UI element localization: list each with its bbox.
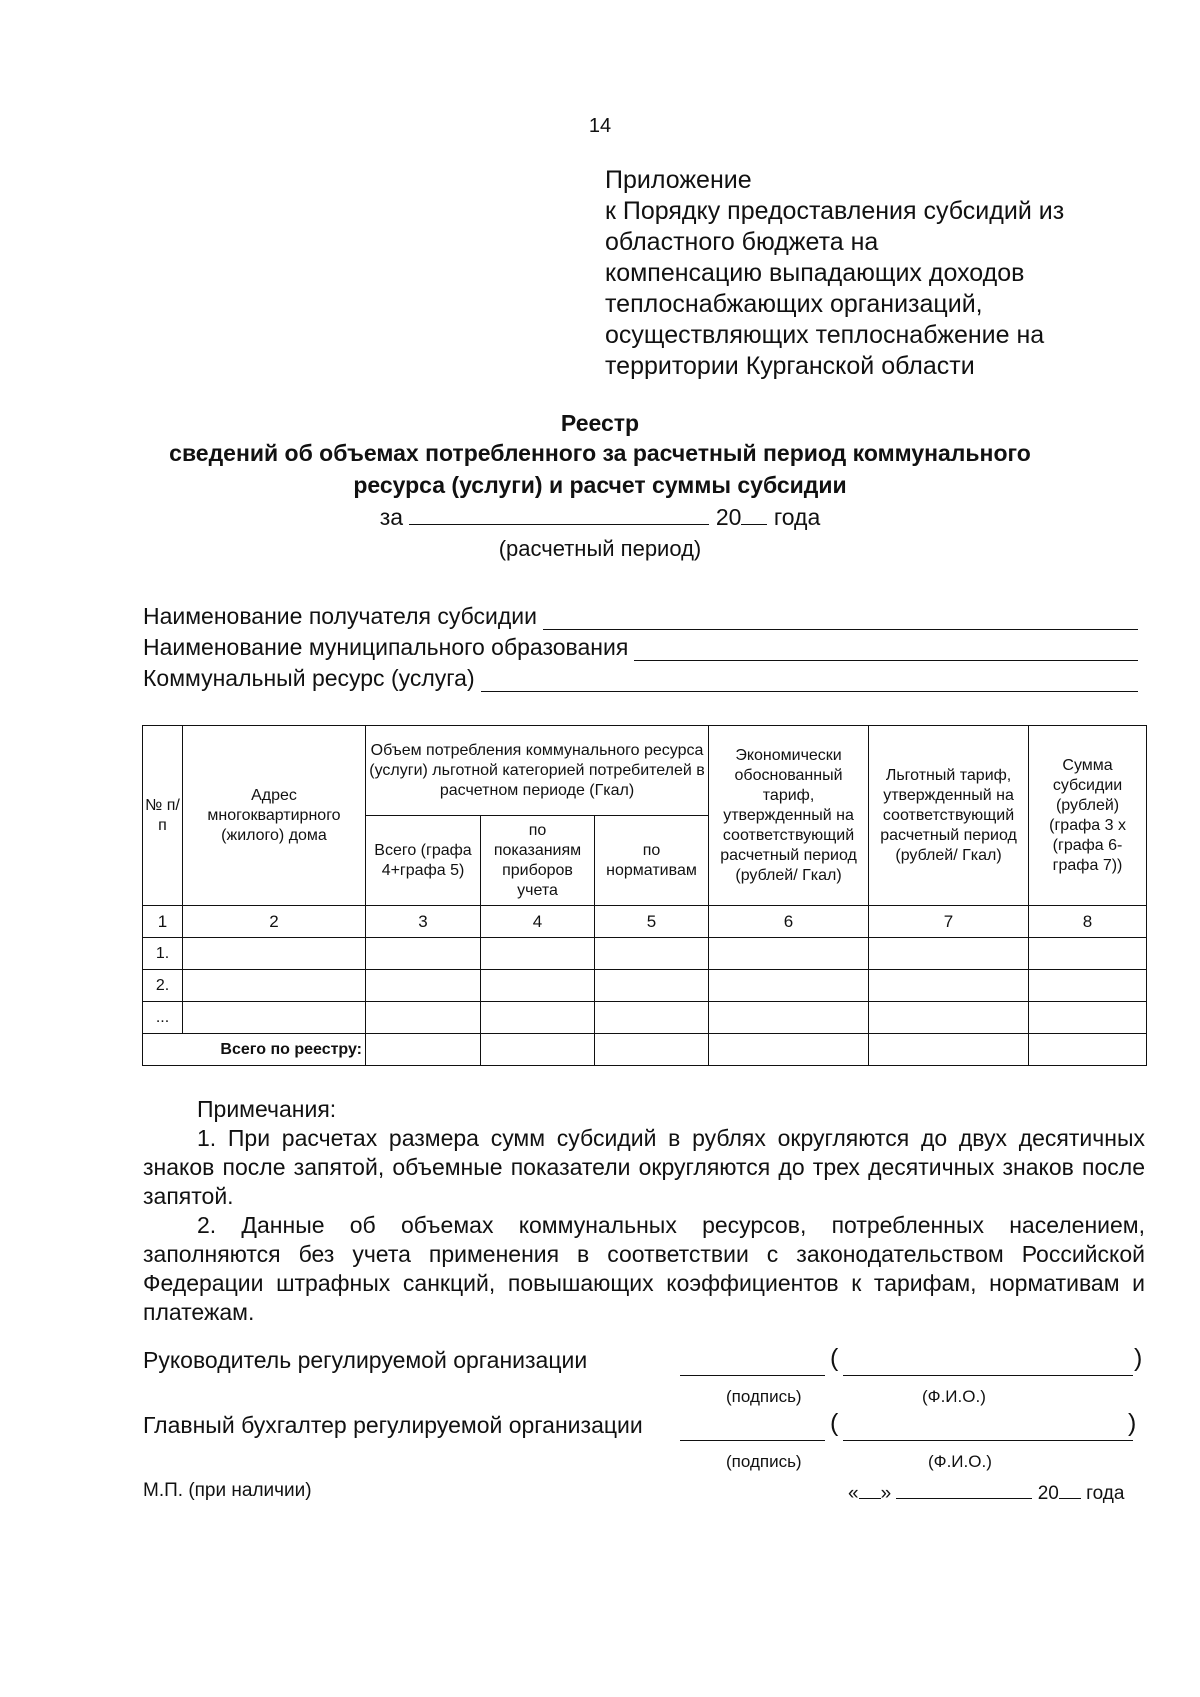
column-number: 5 [595, 906, 709, 938]
table-row [143, 1002, 1147, 1034]
table-cell[interactable] [183, 970, 366, 1002]
column-number-row [143, 906, 1147, 938]
period-caption: (расчетный период) [498, 536, 702, 561]
header-address: Адрес многоквартирного (жилого) дома [183, 726, 366, 906]
signature-caption: (подпись) [726, 1452, 802, 1471]
resource-label: Коммунальный ресурс (услуга) [143, 665, 475, 691]
municipality-field [143, 634, 1138, 661]
note-item: 2. Данные об объемах коммунальных ресурсов, потребленных населением, заполняются без учета применения в соответствии с законодательством Российской Федерации штрафных санкций, повышающих коэффициентов к тарифам, нормативам и платежам. [143, 1212, 1145, 1325]
header-norms: по нормативам [595, 816, 709, 906]
stamp-label: М.П. (при наличии) [143, 1480, 312, 1501]
table-cell[interactable] [481, 1002, 595, 1034]
note-item: 1. При расчетах размера сумм субсидий в рублях округляются до двух десятичных знаков после запятой, объемные показатели округляются до трех десятичных знаков после запятой. [143, 1125, 1145, 1209]
accountant-label: Главный бухгалтер регулируемой организации [143, 1412, 643, 1438]
total-row [143, 1034, 1147, 1066]
date-year-prefix: 20 [1037, 1483, 1059, 1504]
accountant-signature-line[interactable] [680, 1418, 825, 1441]
date-suffix: года [1086, 1483, 1125, 1504]
close-paren: ) [1128, 1409, 1137, 1437]
appendix-line: территории Курганской области [605, 352, 975, 380]
appendix-line: Приложение [605, 166, 752, 194]
period-suffix: года [773, 504, 821, 530]
appendix-line: теплоснабжающих организаций, [605, 290, 983, 318]
open-paren: ( [830, 1409, 839, 1437]
table-cell[interactable] [709, 1002, 869, 1034]
open-paren: ( [830, 1344, 839, 1372]
registry-subtitle-line2: ресурса (услуги) и расчет суммы субсидии [353, 472, 847, 498]
head-label: Руководитель регулируемой организации [143, 1347, 588, 1373]
table-cell[interactable] [869, 1002, 1029, 1034]
name-caption: (Ф.И.О.) [928, 1452, 992, 1471]
table-cell[interactable] [709, 1034, 869, 1066]
row-number: ... [143, 1002, 183, 1034]
header-econ-tariff: Экономически обоснованный тариф, утвержденный на соответствующий расчетный период (рублей/ Гкал) [709, 726, 869, 906]
header-total: Всего (графа 4+графа 5) [366, 816, 481, 906]
date-line [848, 1480, 1124, 1505]
table-cell[interactable] [366, 1034, 481, 1066]
header-subsidy: Сумма субсидии (рублей) (графа 3 х (графа 6-графа 7)) [1029, 726, 1147, 906]
column-number: 6 [709, 906, 869, 938]
period-year-prefix: 20 [715, 504, 742, 530]
table-cell[interactable] [183, 938, 366, 970]
column-number: 3 [366, 906, 481, 938]
municipality-input-line[interactable] [634, 638, 1138, 661]
table-cell[interactable] [481, 970, 595, 1002]
header-num: № п/п [143, 726, 183, 906]
appendix-line: областного бюджета на [605, 228, 879, 256]
recipient-field [143, 603, 1138, 630]
table-cell[interactable] [869, 1034, 1029, 1066]
close-paren: ) [1134, 1344, 1143, 1372]
notes-title: Примечания: [197, 1096, 337, 1122]
table-row [143, 970, 1147, 1002]
period-line [0, 502, 1200, 531]
column-number: 4 [481, 906, 595, 938]
appendix-line: компенсацию выпадающих доходов [605, 259, 1025, 287]
table-cell[interactable] [366, 938, 481, 970]
table-cell[interactable] [366, 970, 481, 1002]
head-name-line[interactable] [843, 1353, 1133, 1376]
table-cell[interactable] [709, 970, 869, 1002]
name-caption: (Ф.И.О.) [922, 1387, 986, 1406]
table-cell[interactable] [595, 938, 709, 970]
table-cell[interactable] [595, 1034, 709, 1066]
recipient-label: Наименование получателя субсидии [143, 603, 537, 629]
registry-table [142, 725, 1147, 1066]
table-cell[interactable] [183, 1002, 366, 1034]
period-prefix: за [379, 504, 404, 530]
column-number: 8 [1029, 906, 1147, 938]
row-number: 2. [143, 970, 183, 1002]
resource-field [143, 665, 1138, 692]
column-number: 1 [143, 906, 183, 938]
table-cell[interactable] [1029, 1034, 1147, 1066]
table-cell[interactable] [481, 938, 595, 970]
resource-input-line[interactable] [481, 669, 1138, 692]
total-label: Всего по реестру: [143, 1034, 366, 1066]
appendix-line: осуществляющих теплоснабжение на [605, 321, 1045, 349]
accountant-name-line[interactable] [843, 1418, 1133, 1441]
notes-block [143, 1095, 1145, 1327]
table-cell[interactable] [481, 1034, 595, 1066]
table-cell[interactable] [869, 970, 1029, 1002]
table-cell[interactable] [1029, 938, 1147, 970]
table-cell[interactable] [595, 970, 709, 1002]
head-signature-line[interactable] [680, 1353, 825, 1376]
date-close-quote: » [880, 1483, 892, 1504]
appendix-block [605, 165, 1165, 382]
table-cell[interactable] [366, 1002, 481, 1034]
column-number: 2 [183, 906, 366, 938]
period-blank[interactable] [409, 502, 709, 525]
row-number: 1. [143, 938, 183, 970]
signature-caption: (подпись) [726, 1387, 802, 1406]
page-number: 14 [588, 115, 612, 137]
table-cell[interactable] [869, 938, 1029, 970]
month-blank[interactable] [896, 1480, 1032, 1499]
table-row [143, 938, 1147, 970]
header-pref-tariff: Льготный тариф, утвержденный на соответствующий расчетный период (рублей/ Гкал) [869, 726, 1029, 906]
registry-title: Реестр [560, 410, 640, 436]
date-open-quote: « [848, 1483, 859, 1504]
header-volume: Объем потребления коммунального ресурса (услуги) льготной категорией потребителей в расчетном периоде (Гкал) [366, 726, 709, 816]
table-cell[interactable] [1029, 970, 1147, 1002]
column-number: 7 [869, 906, 1029, 938]
registry-subtitle-line1: сведений об объемах потребленного за расчетный период коммунального [169, 440, 1031, 466]
day-blank[interactable] [859, 1480, 881, 1499]
year-blank[interactable] [741, 502, 767, 525]
table-cell[interactable] [595, 1002, 709, 1034]
recipient-input-line[interactable] [543, 607, 1138, 630]
date-year-blank[interactable] [1059, 1480, 1081, 1499]
table-cell[interactable] [709, 938, 869, 970]
municipality-label: Наименование муниципального образования [143, 634, 629, 660]
appendix-line: к Порядку предоставления субсидий из [605, 197, 1065, 225]
header-meters: по показаниям приборов учета [481, 816, 595, 906]
table-cell[interactable] [1029, 1002, 1147, 1034]
